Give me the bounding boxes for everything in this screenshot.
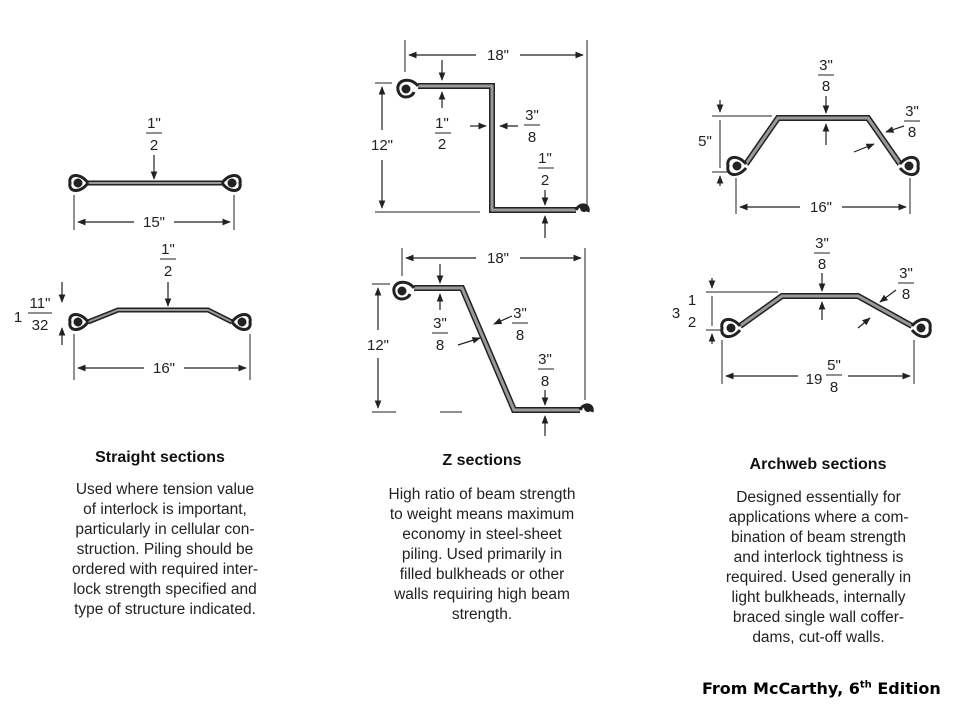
interlock-left bbox=[728, 157, 746, 174]
z-description-line: piling. Used primarily in bbox=[401, 546, 563, 563]
credit-superscript: th bbox=[859, 679, 872, 691]
straight-description-line: type of structure indicated. bbox=[74, 601, 256, 618]
z-top-depth: 12" bbox=[370, 137, 394, 154]
archweb-top-thick-den: 8 bbox=[821, 78, 831, 95]
archweb-description-line: required. Used generally in bbox=[725, 569, 912, 586]
z-bottom-bottom-num: 3" bbox=[538, 351, 552, 368]
credit-text: From McCarthy, 6 bbox=[702, 679, 860, 698]
z-description-line: to weight means maximum bbox=[389, 506, 575, 523]
straight-shallow-section bbox=[14, 241, 250, 380]
interlock-right bbox=[580, 405, 592, 412]
straight-description-line: of interlock is important, bbox=[83, 501, 247, 518]
z-bottom-web-den: 8 bbox=[515, 327, 525, 344]
straight-flat-section bbox=[70, 115, 240, 231]
archweb-description-line: braced single wall coffer- bbox=[732, 609, 905, 626]
archweb-bottom-depth-num: 1 bbox=[687, 292, 697, 309]
z-top-bottom-num: 1" bbox=[538, 150, 552, 167]
z-bottom-flange-num: 3" bbox=[433, 315, 447, 332]
straight-flat-thickness-den: 2 bbox=[149, 137, 159, 154]
straight-shallow-thickness-num: 1" bbox=[161, 241, 175, 258]
interlock-right bbox=[232, 314, 250, 329]
straight-shallow-depth-whole: 1 bbox=[13, 309, 23, 326]
z-description bbox=[362, 485, 602, 625]
straight-title: Straight sections bbox=[95, 449, 225, 466]
straight-shallow-depth-num: 11" bbox=[29, 295, 51, 312]
archweb-description bbox=[696, 488, 941, 648]
straight-description-line: particularly in cellular con- bbox=[75, 521, 255, 538]
archweb-description-line: bination of beam strength bbox=[731, 529, 906, 546]
z-bottom-bottom-den: 8 bbox=[540, 373, 550, 390]
z-top-web-num: 1" bbox=[435, 115, 449, 132]
side-arrow-top bbox=[886, 126, 904, 132]
straight-shallow-width: 16" bbox=[152, 360, 176, 377]
z-bottom-width: 18" bbox=[486, 250, 510, 267]
side-arrow-bottom bbox=[858, 318, 870, 328]
archweb-top-width: 16" bbox=[809, 199, 833, 216]
straight-description-line: lock strength specified and bbox=[73, 581, 257, 598]
archweb-bottom-thick-num: 3" bbox=[815, 235, 829, 252]
web-arrow-left bbox=[458, 338, 480, 345]
credit-tail: Edition bbox=[871, 679, 941, 698]
archweb-bottom-side-den: 8 bbox=[901, 286, 911, 303]
interlock-left bbox=[70, 314, 88, 329]
archweb-description-line: Designed essentially for bbox=[736, 489, 901, 506]
straight-flat-thickness-num: 1" bbox=[147, 115, 161, 132]
straight-description-line: struction. Piling should be bbox=[76, 541, 254, 558]
z-description-line: walls requiring high beam bbox=[394, 586, 570, 603]
straight-description-line: ordered with required inter- bbox=[71, 561, 259, 578]
z-bottom-web-num: 3" bbox=[513, 305, 527, 322]
z-top-section bbox=[371, 40, 588, 238]
z-description-line: economy in steel-sheet bbox=[402, 526, 562, 543]
interlock-right bbox=[912, 319, 930, 336]
archweb-bottom-width-den: 8 bbox=[829, 379, 839, 396]
z-bottom-section bbox=[367, 248, 592, 436]
archweb-description-line: and interlock tightness is bbox=[733, 549, 904, 566]
archweb-top-side-num: 3" bbox=[905, 103, 919, 120]
straight-description-line: Used where tension value bbox=[75, 481, 255, 498]
z-top-flange-num: 3" bbox=[525, 107, 539, 124]
archweb-bottom-thick-den: 8 bbox=[817, 256, 827, 273]
archweb-description-line: light bulkheads, internally bbox=[731, 589, 906, 606]
archweb-bottom-width-num: 5" bbox=[827, 357, 841, 374]
archweb-title: Archweb sections bbox=[749, 456, 887, 473]
side-arrow-bottom bbox=[854, 144, 874, 152]
source-credit bbox=[702, 679, 941, 698]
interlock-left bbox=[722, 319, 740, 336]
z-bottom-depth: 12" bbox=[366, 337, 390, 354]
side-arrow-top bbox=[880, 290, 896, 302]
z-description-line: strength. bbox=[451, 606, 513, 623]
z-description-line: High ratio of beam strength bbox=[388, 486, 576, 503]
archweb-top-section bbox=[698, 57, 920, 216]
archweb-bottom-side-num: 3" bbox=[899, 265, 913, 282]
z-top-web-den: 2 bbox=[437, 136, 447, 153]
archweb-top-web bbox=[746, 118, 900, 164]
interlock-left bbox=[398, 80, 418, 97]
z-bottom-flange-den: 8 bbox=[435, 337, 445, 354]
interlock-right bbox=[576, 205, 588, 212]
interlock-right bbox=[222, 175, 240, 190]
straight-description bbox=[40, 480, 290, 620]
z-title: Z sections bbox=[442, 452, 522, 469]
straight-flat-width: 15" bbox=[142, 214, 166, 231]
archweb-bottom-depth-whole: 3 bbox=[671, 305, 681, 322]
z-description-line: filled bulkheads or other bbox=[399, 566, 565, 583]
z-top-width: 18" bbox=[486, 47, 510, 64]
z-top-bottom-den: 2 bbox=[540, 172, 550, 189]
archweb-bottom-section bbox=[672, 235, 930, 396]
archweb-bottom-width-whole: 19 bbox=[805, 371, 823, 388]
z-top-flange-den: 8 bbox=[527, 129, 537, 146]
interlock-left bbox=[394, 282, 414, 299]
archweb-bottom-depth-den: 2 bbox=[687, 314, 697, 331]
web-arrow-right bbox=[494, 316, 512, 324]
archweb-description-line: applications where a com- bbox=[728, 509, 909, 526]
archweb-description-line: dams, cut-off walls. bbox=[752, 629, 885, 646]
archweb-top-depth: 5" bbox=[698, 133, 712, 150]
straight-shallow-thickness-den: 2 bbox=[163, 263, 173, 280]
interlock-left bbox=[70, 175, 88, 190]
interlock-right bbox=[900, 157, 918, 174]
archweb-top-thick-num: 3" bbox=[819, 57, 833, 74]
archweb-top-side-den: 8 bbox=[907, 124, 917, 141]
straight-shallow-depth-den: 32 bbox=[31, 317, 49, 334]
